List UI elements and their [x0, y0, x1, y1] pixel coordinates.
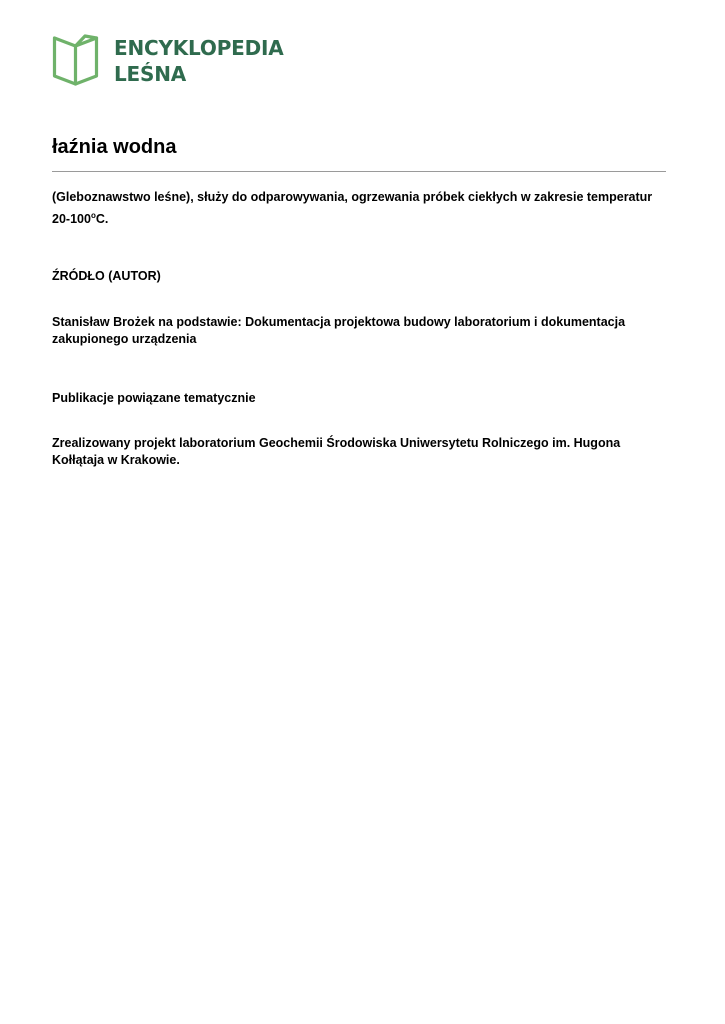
definition-unit: C. [95, 212, 109, 226]
related-publication-link[interactable]: Zrealizowany projekt laboratorium Geochemii Środowiska Uniwersytetu Rolniczego im. Hugona Kołłątaja w Krakowie. [52, 436, 621, 467]
related-heading: Publikacje powiązane tematycznie [52, 391, 256, 405]
source-text: Stanisław Brożek na podstawie: Dokumentacja projektowa budowy laboratorium i dokumentacja zakupionego urządzenia [52, 315, 626, 346]
page-title: łaźnia wodna [52, 136, 177, 158]
logo-wordmark [114, 35, 284, 87]
degree-superscript: o [90, 211, 96, 220]
title-divider [52, 171, 666, 172]
entry-definition [52, 186, 666, 230]
definition-text: (Gleboznawstwo leśne), służy do odparowywania, ogrzewania próbek ciekłych w zakresie temperatur 20-100 [52, 190, 653, 226]
source-heading: ŹRÓDŁO (AUTOR) [52, 269, 161, 283]
site-logo[interactable] [52, 33, 284, 88]
open-book-icon [52, 33, 99, 88]
logo-line-2: LEŚNA [114, 62, 187, 86]
logo-line-1: ENCYKLOPEDIA [114, 36, 284, 60]
